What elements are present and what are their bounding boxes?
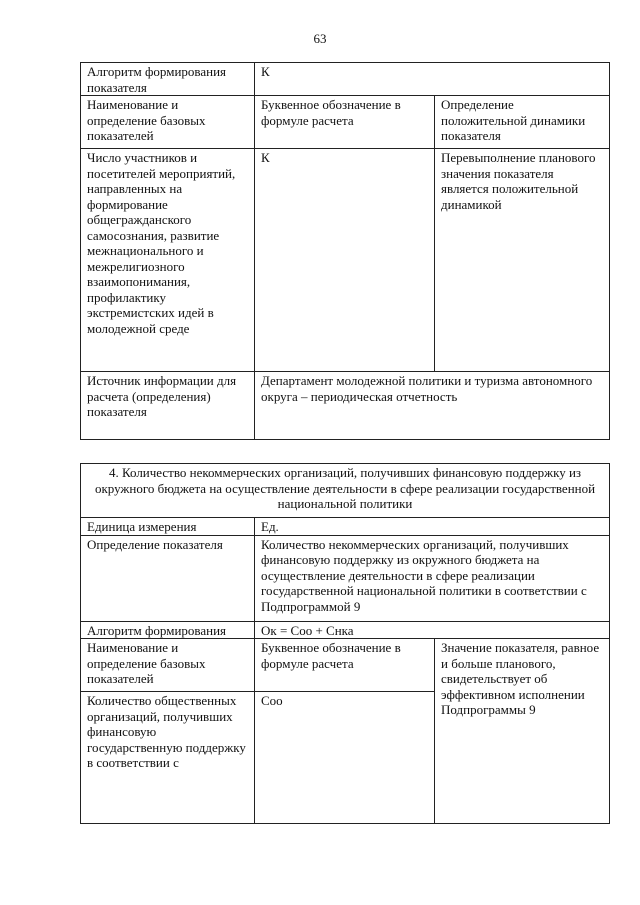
- table-row: [81, 372, 610, 440]
- table-row: [81, 149, 610, 372]
- algorithm-value: Ок = Соо + Снка: [255, 621, 610, 639]
- indicator-positive: Перевыполнение планового значения показателя является положительной динамикой: [435, 149, 610, 372]
- indicator-table-k: [80, 62, 610, 440]
- algorithm-value: К: [255, 63, 610, 96]
- indicator-table-4: [80, 463, 610, 824]
- algorithm-label: Алгоритм формирования: [81, 621, 255, 639]
- header-name: Наименование и определение базовых показателей: [81, 639, 255, 692]
- table-row: [81, 63, 610, 96]
- table-row: [81, 464, 610, 518]
- unit-label: Единица измерения: [81, 518, 255, 536]
- indicator-symbol: Соо: [255, 692, 435, 824]
- header-symbol: Буквенное обозначение в формуле расчета: [255, 639, 435, 692]
- definition-label: Определение показателя: [81, 535, 255, 621]
- indicator-name: Число участников и посетителей мероприятий, направленных на формирование общегражданского самосознания, развитие межнационального и межрелигиозного взаимопонимания, профилактику экстремистских идей в молодежной среде: [81, 149, 255, 372]
- page-number: 63: [313, 31, 327, 46]
- table-row: [81, 621, 610, 639]
- source-value: Департамент молодежной политики и туризма автономного округа – периодическая отчетность: [255, 372, 610, 440]
- source-label: Источник информации для расчета (определения) показателя: [81, 372, 255, 440]
- table-row: [81, 518, 610, 536]
- table-row: [81, 639, 610, 692]
- header-positive: Значение показателя, равное и больше планового, свидетельствует об эффективном исполнении Подпрограммы 9: [435, 639, 610, 824]
- definition-value: Количество некоммерческих организаций, получивших финансовую поддержку из окружного бюджета на осуществление деятельности в сфере реализации государственной национальной политики в соответствии с Подпрограммой 9: [255, 535, 610, 621]
- unit-value: Ед.: [255, 518, 610, 536]
- header-symbol: Буквенное обозначение в формуле расчета: [255, 96, 435, 149]
- indicator-name: Количество общественных организаций, получивших финансовую государственную поддержку в соответствии с: [81, 692, 255, 824]
- table-row: [81, 96, 610, 149]
- table-row: [81, 535, 610, 621]
- indicator-title: 4. Количество некоммерческих организаций, получивших финансовую поддержку из окружного бюджета на осуществление деятельности в сфере реализации государственной национальной политики: [81, 464, 610, 518]
- header-positive: Определение положительной динамики показателя: [435, 96, 610, 149]
- indicator-symbol: К: [255, 149, 435, 372]
- header-name: Наименование и определение базовых показателей: [81, 96, 255, 149]
- algorithm-label: Алгоритм формирования показателя: [81, 63, 255, 96]
